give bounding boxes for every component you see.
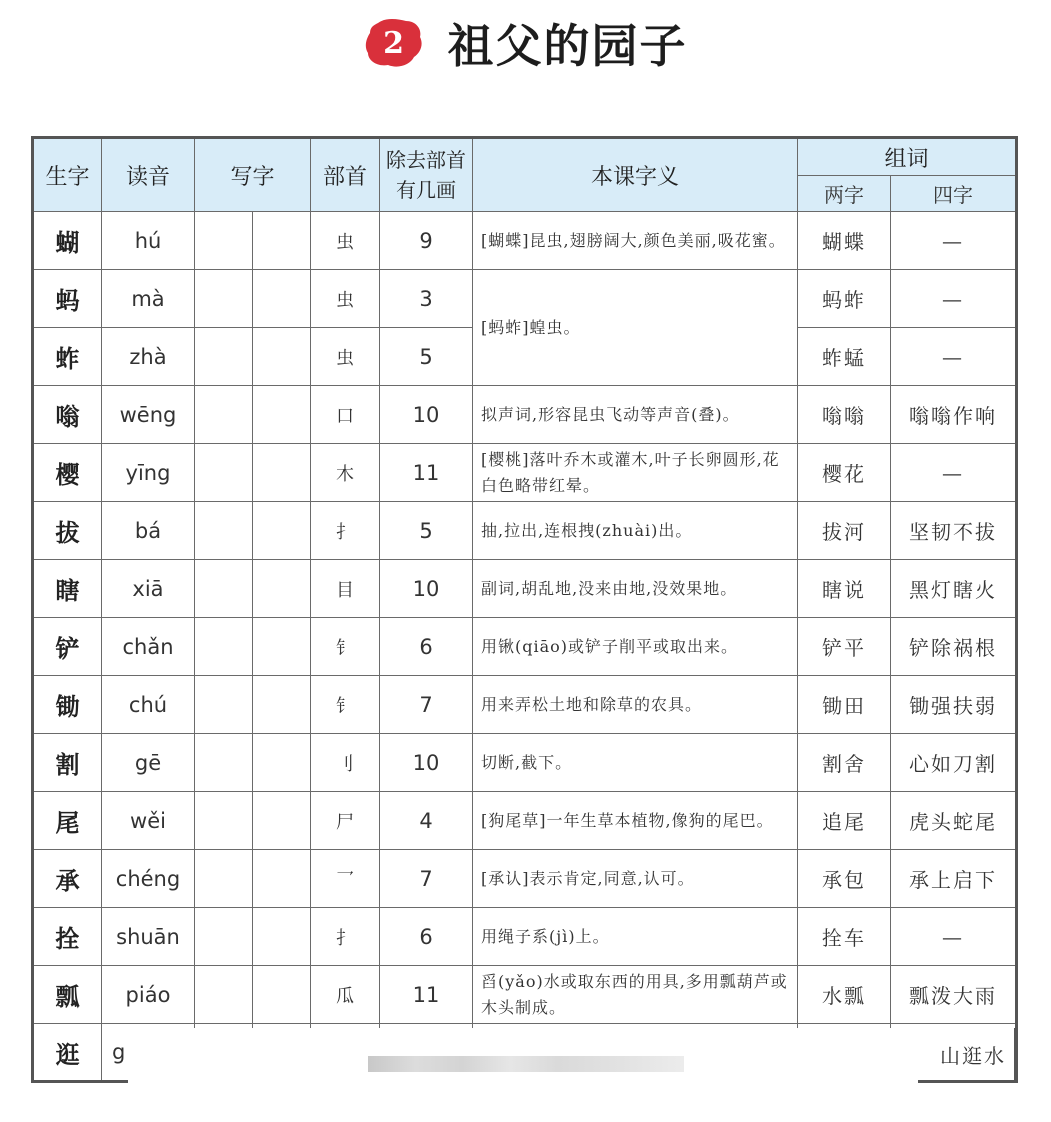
write-box[interactable] bbox=[195, 444, 253, 502]
word-four-cell: 嗡嗡作响 bbox=[891, 386, 1017, 444]
table-border-fragment bbox=[918, 1080, 1017, 1083]
write-box[interactable] bbox=[253, 502, 311, 560]
table-border-fragment bbox=[1014, 1028, 1017, 1083]
table-row bbox=[33, 850, 1017, 908]
lesson-header bbox=[0, 10, 1051, 76]
strokes-cell: 7 bbox=[380, 676, 473, 734]
write-box[interactable] bbox=[195, 676, 253, 734]
word-four-cell: 承上启下 bbox=[891, 850, 1017, 908]
word-four-cell: 坚韧不拔 bbox=[891, 502, 1017, 560]
strokes-cell: 11 bbox=[380, 444, 473, 502]
pinyin-cell: gē bbox=[102, 734, 195, 792]
char-cell: 割 bbox=[33, 734, 102, 792]
table-row bbox=[33, 560, 1017, 618]
meaning-cell: [承认]表示肯定,同意,认可。 bbox=[473, 850, 798, 908]
meaning-cell: 切断,截下。 bbox=[473, 734, 798, 792]
strokes-cell: 10 bbox=[380, 560, 473, 618]
meaning-cell: 舀(yǎo)水或取东西的用具,多用瓢葫芦或木头制成。 bbox=[473, 966, 798, 1024]
strokes-cell: 11 bbox=[380, 966, 473, 1024]
blurred-watermark bbox=[368, 1056, 684, 1072]
write-box[interactable] bbox=[253, 328, 311, 386]
word-two-cell: 蚱蜢 bbox=[798, 328, 891, 386]
word-four-cell: — bbox=[891, 328, 1017, 386]
write-box[interactable] bbox=[195, 328, 253, 386]
pinyin-cell: chéng bbox=[102, 850, 195, 908]
col-header-pinyin: 读音 bbox=[102, 138, 195, 212]
table-row bbox=[33, 502, 1017, 560]
strokes-cell: 10 bbox=[380, 386, 473, 444]
write-box[interactable] bbox=[253, 444, 311, 502]
meaning-cell: 用来弄松土地和除草的农具。 bbox=[473, 676, 798, 734]
pinyin-cell: hú bbox=[102, 212, 195, 270]
word-four-cell: — bbox=[891, 908, 1017, 966]
pinyin-cell: chú bbox=[102, 676, 195, 734]
strokes-cell: 7 bbox=[380, 850, 473, 908]
write-box[interactable] bbox=[253, 676, 311, 734]
table-row bbox=[33, 618, 1017, 676]
word-four-cell: 瓢泼大雨 bbox=[891, 966, 1017, 1024]
radical-cell: 虫 bbox=[311, 212, 380, 270]
partial-pinyin: g bbox=[112, 1040, 126, 1064]
word-two-cell: 蚂蚱 bbox=[798, 270, 891, 328]
strokes-cell: 5 bbox=[380, 328, 473, 386]
pinyin-cell: zhà bbox=[102, 328, 195, 386]
write-box[interactable] bbox=[195, 502, 253, 560]
table-row bbox=[33, 444, 1017, 502]
char-cell: 拔 bbox=[33, 502, 102, 560]
table-row bbox=[33, 966, 1017, 1024]
word-four-cell: 铲除祸根 bbox=[891, 618, 1017, 676]
write-box[interactable] bbox=[253, 212, 311, 270]
meaning-cell: 副词,胡乱地,没来由地,没效果地。 bbox=[473, 560, 798, 618]
lesson-title: 祖父的园子 bbox=[447, 19, 688, 73]
col-header-meaning: 本课字义 bbox=[473, 138, 798, 212]
col-header-words-two: 两字 bbox=[798, 176, 891, 212]
word-four-cell: — bbox=[891, 212, 1017, 270]
meaning-cell: 拟声词,形容昆虫飞动等声音(叠)。 bbox=[473, 386, 798, 444]
meaning-cell: [狗尾草]一年生草本植物,像狗的尾巴。 bbox=[473, 792, 798, 850]
word-two-cell: 铲平 bbox=[798, 618, 891, 676]
radical-cell: 扌 bbox=[311, 502, 380, 560]
table-row bbox=[33, 908, 1017, 966]
meaning-cell: [蚂蚱]蝗虫。 bbox=[473, 270, 798, 386]
col-header-strokes-line1: 除去部首 bbox=[386, 148, 466, 172]
table-row bbox=[33, 792, 1017, 850]
meaning-cell: [蝴蝶]昆虫,翅膀阔大,颜色美丽,吸花蜜。 bbox=[473, 212, 798, 270]
meaning-cell: 用绳子系(jì)上。 bbox=[473, 908, 798, 966]
word-four-cell: 心如刀割 bbox=[891, 734, 1017, 792]
word-four-cell: 虎头蛇尾 bbox=[891, 792, 1017, 850]
radical-cell: 钅 bbox=[311, 618, 380, 676]
radical-cell: 虫 bbox=[311, 270, 380, 328]
char-cell: 蚱 bbox=[33, 328, 102, 386]
word-two-cell: 水瓢 bbox=[798, 966, 891, 1024]
word-two-cell: 拴车 bbox=[798, 908, 891, 966]
write-box[interactable] bbox=[253, 618, 311, 676]
table-row bbox=[33, 212, 1017, 270]
col-header-strokes bbox=[380, 138, 473, 212]
pinyin-cell: wēng bbox=[102, 386, 195, 444]
meaning-cell: 抽,拉出,连根拽(zhuài)出。 bbox=[473, 502, 798, 560]
radical-cell: 钅 bbox=[311, 676, 380, 734]
write-box[interactable] bbox=[253, 560, 311, 618]
pinyin-cell: piáo bbox=[102, 966, 195, 1024]
meaning-cell: 用锹(qiāo)或铲子削平或取出来。 bbox=[473, 618, 798, 676]
char-cell: 逛 bbox=[33, 1024, 102, 1082]
write-box[interactable] bbox=[195, 212, 253, 270]
radical-cell: 虫 bbox=[311, 328, 380, 386]
strokes-cell: 6 bbox=[380, 908, 473, 966]
char-cell: 樱 bbox=[33, 444, 102, 502]
write-box[interactable] bbox=[195, 618, 253, 676]
pinyin-cell: yīng bbox=[102, 444, 195, 502]
word-four-cell: 黑灯瞎火 bbox=[891, 560, 1017, 618]
word-two-cell: 瞎说 bbox=[798, 560, 891, 618]
char-cell: 蚂 bbox=[33, 270, 102, 328]
radical-cell: 目 bbox=[311, 560, 380, 618]
table-row bbox=[33, 386, 1017, 444]
col-header-strokes-line2: 有几画 bbox=[396, 178, 456, 202]
strokes-cell: 9 bbox=[380, 212, 473, 270]
write-box[interactable] bbox=[195, 966, 253, 1024]
word-two-cell: 樱花 bbox=[798, 444, 891, 502]
char-cell: 尾 bbox=[33, 792, 102, 850]
word-two-cell: 承包 bbox=[798, 850, 891, 908]
watermark-overlay bbox=[128, 1028, 918, 1122]
col-header-radical: 部首 bbox=[311, 138, 380, 212]
word-four-cell: 锄强扶弱 bbox=[891, 676, 1017, 734]
lesson-number-badge bbox=[364, 17, 424, 69]
pinyin-cell: chǎn bbox=[102, 618, 195, 676]
strokes-cell: 6 bbox=[380, 618, 473, 676]
strokes-cell: 5 bbox=[380, 502, 473, 560]
write-box[interactable] bbox=[195, 560, 253, 618]
table-row bbox=[33, 734, 1017, 792]
pinyin-cell: xiā bbox=[102, 560, 195, 618]
char-cell: 瞎 bbox=[33, 560, 102, 618]
col-header-words: 组词 bbox=[798, 138, 1017, 176]
word-two-cell: 嗡嗡 bbox=[798, 386, 891, 444]
partial-word-four: 山逛水 bbox=[940, 1044, 1006, 1068]
write-box[interactable] bbox=[253, 850, 311, 908]
radical-cell: 瓜 bbox=[311, 966, 380, 1024]
col-header-char: 生字 bbox=[33, 138, 102, 212]
write-box[interactable] bbox=[253, 734, 311, 792]
char-cell: 承 bbox=[33, 850, 102, 908]
write-box[interactable] bbox=[253, 270, 311, 328]
radical-cell: 乛 bbox=[311, 850, 380, 908]
word-four-cell: — bbox=[891, 444, 1017, 502]
word-two-cell: 蝴蝶 bbox=[798, 212, 891, 270]
write-box[interactable] bbox=[195, 734, 253, 792]
lesson-number: 2 bbox=[383, 25, 404, 61]
word-two-cell: 拔河 bbox=[798, 502, 891, 560]
word-two-cell: 追尾 bbox=[798, 792, 891, 850]
meaning-cell: [樱桃]落叶乔木或灌木,叶子长卵圆形,花白色略带红晕。 bbox=[473, 444, 798, 502]
table-border-fragment bbox=[31, 1080, 128, 1083]
radical-cell: 尸 bbox=[311, 792, 380, 850]
radical-cell: 扌 bbox=[311, 908, 380, 966]
col-header-words-four: 四字 bbox=[891, 176, 1017, 212]
write-box[interactable] bbox=[195, 792, 253, 850]
write-box[interactable] bbox=[253, 908, 311, 966]
char-cell: 铲 bbox=[33, 618, 102, 676]
char-cell: 锄 bbox=[33, 676, 102, 734]
word-two-cell: 割舍 bbox=[798, 734, 891, 792]
pinyin-cell: mà bbox=[102, 270, 195, 328]
strokes-cell: 10 bbox=[380, 734, 473, 792]
char-cell: 蝴 bbox=[33, 212, 102, 270]
write-box[interactable] bbox=[195, 386, 253, 444]
write-box[interactable] bbox=[195, 270, 253, 328]
table-row bbox=[33, 676, 1017, 734]
char-cell: 拴 bbox=[33, 908, 102, 966]
radical-cell: 木 bbox=[311, 444, 380, 502]
write-box[interactable] bbox=[253, 792, 311, 850]
strokes-cell: 3 bbox=[380, 270, 473, 328]
word-two-cell: 锄田 bbox=[798, 676, 891, 734]
pinyin-cell: bá bbox=[102, 502, 195, 560]
char-cell: 瓢 bbox=[33, 966, 102, 1024]
radical-cell: 口 bbox=[311, 386, 380, 444]
pinyin-cell: wěi bbox=[102, 792, 195, 850]
pinyin-cell: shuān bbox=[102, 908, 195, 966]
write-box[interactable] bbox=[253, 966, 311, 1024]
radical-cell: 刂 bbox=[311, 734, 380, 792]
vocabulary-table bbox=[31, 136, 1018, 1083]
char-cell: 嗡 bbox=[33, 386, 102, 444]
col-header-write: 写字 bbox=[195, 138, 311, 212]
write-box[interactable] bbox=[253, 386, 311, 444]
write-box[interactable] bbox=[195, 908, 253, 966]
table-row bbox=[33, 270, 1017, 328]
write-box[interactable] bbox=[195, 850, 253, 908]
strokes-cell: 4 bbox=[380, 792, 473, 850]
word-four-cell: — bbox=[891, 270, 1017, 328]
